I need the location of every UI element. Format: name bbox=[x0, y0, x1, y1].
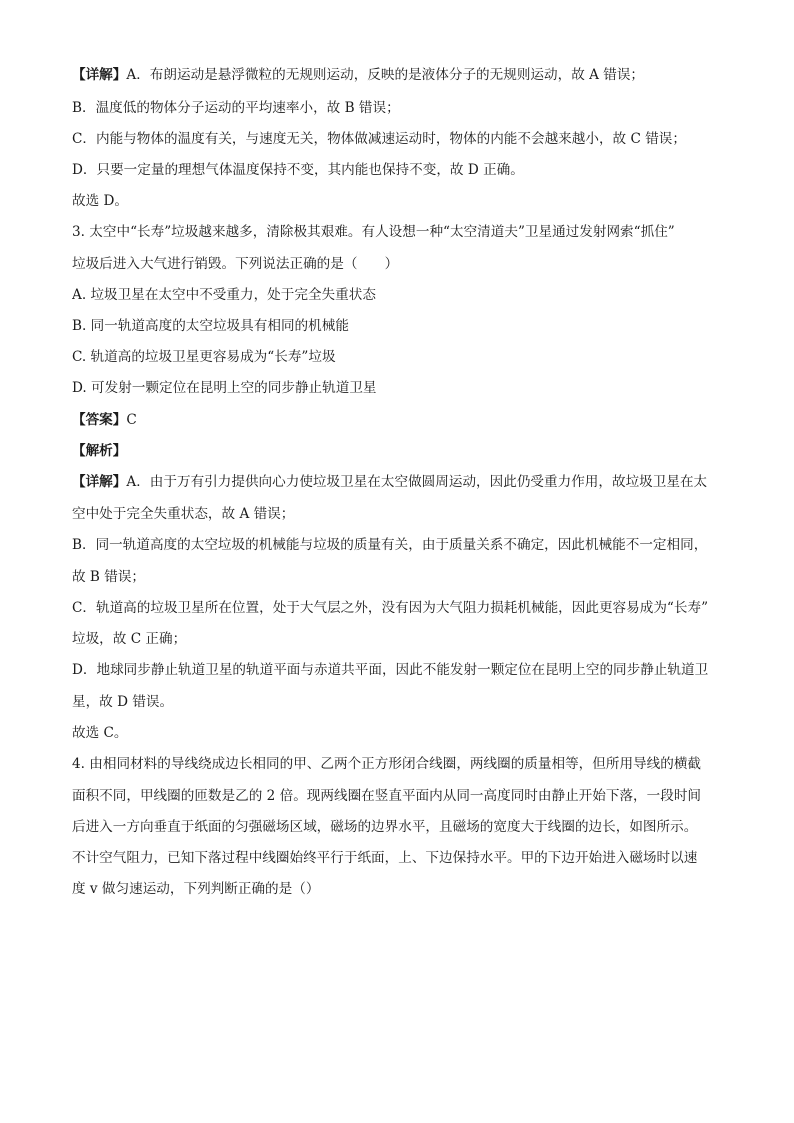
label-tag: 【详解】 bbox=[72, 474, 127, 490]
line-text: 垃圾，故 C 正确； bbox=[72, 631, 187, 647]
line-text: C. 轨道高的垃圾卫星更容易成为“长寿”垃圾 bbox=[72, 349, 336, 365]
line-text: 故选 C。 bbox=[72, 725, 128, 741]
text-line bbox=[72, 129, 732, 149]
line-text: B．同一轨道高度的太空垃圾的机械能与垃圾的质量有关，由于质量关系不确定，因此机械能不一定相同， bbox=[72, 537, 708, 553]
line-text: 故选 D。 bbox=[72, 193, 129, 209]
line-text: B. 同一轨道高度的太空垃圾具有相同的机械能 bbox=[72, 318, 349, 334]
line-text: C．内能与物体的温度有关，与速度无关，物体做减速运动时，物体的内能不会越来越小，故 C 错误； bbox=[72, 131, 686, 147]
text-line bbox=[72, 723, 732, 743]
text-line bbox=[72, 567, 732, 587]
text-line bbox=[72, 504, 732, 524]
line-text: 3. 太空中“长寿”垃圾越来越多，清除极其艰难。有人设想一种“太空清道夫”卫星通过发射网索“抓住” bbox=[72, 224, 675, 240]
line-text: 星，故 D 错误。 bbox=[72, 694, 174, 710]
text-line bbox=[72, 98, 732, 118]
line-text: D．地球同步静止轨道卫星的轨道平面与赤道共平面，因此不能发射一颗定位在昆明上空的同步静止轨道卫 bbox=[72, 662, 709, 678]
line-text: D．只要一定量的理想气体温度保持不变，其内能也保持不变，故 D 正确。 bbox=[72, 162, 524, 178]
line-text: 故 B 错误； bbox=[72, 569, 146, 585]
answer-line bbox=[72, 410, 732, 430]
line-text: C．轨道高的垃圾卫星所在位置，处于大气层之外，没有因为大气阻力损耗机械能，因此更容易成为“长寿” bbox=[72, 600, 709, 616]
line-text: 后进入一方向垂直于纸面的匀强磁场区域，磁场的边界水平，且磁场的宽度大于线圈的边长，如图所示。 bbox=[72, 819, 698, 835]
text-line bbox=[72, 629, 732, 649]
text-line bbox=[72, 660, 732, 680]
option-c bbox=[72, 347, 732, 367]
line-text: 度 v 做匀速运动，下列判断正确的是（） bbox=[72, 881, 320, 897]
question-3-stem bbox=[72, 254, 732, 274]
text-line bbox=[72, 472, 732, 492]
option-a bbox=[72, 285, 732, 305]
line-text: A．布朗运动是悬浮微粒的无规则运动，反映的是液体分子的无规则运动，故 A 错误； bbox=[126, 67, 645, 83]
question-4-stem bbox=[72, 879, 732, 899]
question-4-stem bbox=[72, 817, 732, 837]
label-tag: 【答案】 bbox=[72, 412, 127, 428]
line-text: D. 可发射一颗定位在昆明上空的同步静止轨道卫星 bbox=[72, 380, 377, 396]
question-4-stem bbox=[72, 848, 732, 868]
text-line bbox=[72, 191, 732, 211]
label-tag: 【解析】 bbox=[72, 443, 127, 459]
option-b bbox=[72, 316, 732, 336]
text-line bbox=[72, 160, 732, 180]
text-line bbox=[72, 65, 732, 85]
line-text: B．温度低的物体分子运动的平均速率小，故 B 错误； bbox=[72, 100, 400, 116]
text-line bbox=[72, 692, 732, 712]
line-text: A. 垃圾卫星在太空中不受重力，处于完全失重状态 bbox=[72, 287, 376, 303]
line-text: 面积不同，甲线圈的匝数是乙的 2 倍。现两线圈在竖直平面内从同一高度同时由静止开始下落，一段时间 bbox=[72, 788, 702, 804]
question-4-stem bbox=[72, 786, 732, 806]
question-3-stem bbox=[72, 222, 732, 242]
label-tag: 【详解】 bbox=[72, 67, 127, 83]
line-text: 4. 由相同材料的导线绕成边长相同的甲、乙两个正方形闭合线圈，两线圈的质量相等，但所用导线的横截 bbox=[72, 756, 702, 772]
line-text: 空中处于完全失重状态，故 A 错误； bbox=[72, 506, 295, 522]
analysis-heading bbox=[72, 441, 732, 461]
text-line bbox=[72, 598, 732, 618]
option-d bbox=[72, 378, 732, 398]
line-text: C bbox=[126, 412, 137, 428]
line-text: A．由于万有引力提供向心力使垃圾卫星在太空做圆周运动，因此仍受重力作用，故垃圾卫星在太 bbox=[126, 474, 708, 490]
question-4-stem bbox=[72, 754, 732, 774]
line-text: 垃圾后进入大气进行销毁。下列说法正确的是（ ） bbox=[72, 256, 399, 272]
text-line bbox=[72, 535, 732, 555]
line-text: 不计空气阻力，已知下落过程中线圈始终平行于纸面，上、下边保持水平。甲的下边开始进入磁场时以速 bbox=[72, 850, 698, 866]
